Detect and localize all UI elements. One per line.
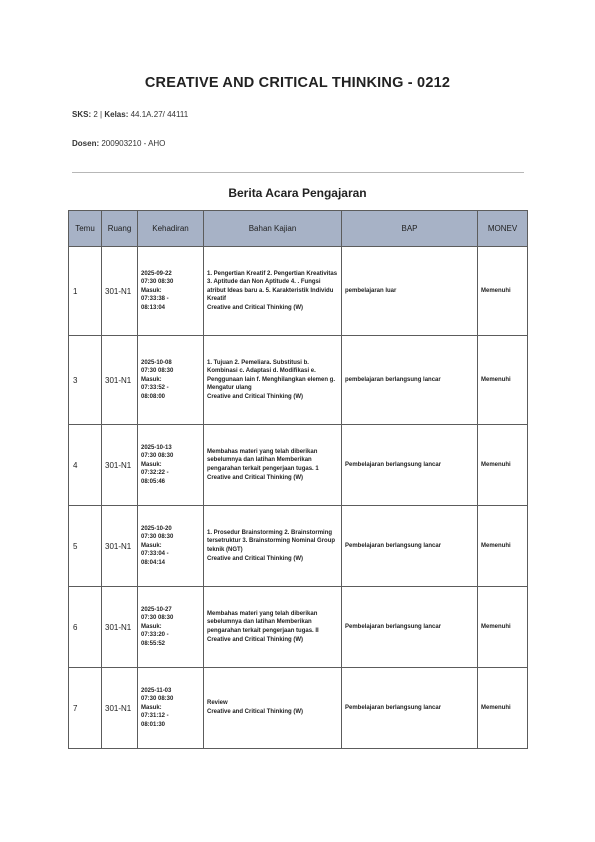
cell-monev: Memenuhi — [478, 425, 528, 506]
hadir-date: 2025-10-08 — [141, 359, 172, 366]
sks-label: SKS: — [72, 110, 92, 119]
divider — [72, 172, 524, 173]
hadir-label: Masuk: — [141, 461, 162, 468]
cell-kehadiran — [138, 336, 204, 425]
cell-monev: Memenuhi — [478, 587, 528, 668]
hadir-in: 07:33:52 - — [141, 385, 169, 392]
bahan-course: Creative and Critical Thinking (W) — [207, 709, 304, 715]
table-row — [69, 668, 528, 749]
cell-bahan-kajian — [204, 247, 342, 336]
section-title: Berita Acara Pengajaran — [228, 186, 367, 200]
bahan-topic: Membahas materi yang telah diberikan sebelumnya dan latihan Memberikan pengarahan terkait pengerjaan tugas. 1 — [207, 448, 319, 472]
table-row — [69, 587, 528, 668]
bahan-course: Creative and Critical Thinking (W) — [207, 555, 304, 562]
cell-kehadiran — [138, 506, 204, 587]
hadir-in: 07:33:38 - — [141, 296, 169, 303]
table-row — [69, 336, 528, 425]
cell-bap: Pembelajaran berlangsung lancar — [342, 587, 478, 668]
cell-bahan-kajian — [204, 425, 342, 506]
cell-temu: 5 — [69, 506, 102, 587]
table-row — [69, 506, 528, 587]
hadir-out: 08:04:14 — [141, 559, 166, 566]
cell-ruang: 301-N1 — [102, 506, 138, 587]
cell-monev: Memenuhi — [478, 506, 528, 587]
col-header-bap: BAP — [342, 211, 478, 247]
cell-monev: Memenuhi — [478, 668, 528, 749]
hadir-label: Masuk: — [141, 704, 162, 711]
col-header-ruang: Ruang — [102, 211, 138, 247]
hadir-date: 2025-09-22 — [141, 270, 172, 277]
hadir-in: 07:33:20 - — [141, 632, 169, 639]
sks-value: 2 — [93, 110, 98, 119]
hadir-schedule: 07:30 08:30 — [141, 615, 174, 622]
bahan-topic: 1. Tujuan 2. Pemeliara. Substitusi b. Kombinasi c. Adaptasi d. Modifikasi e. Penggunaan lain f. Menghilangkan elemen g. Mengatur ulang — [207, 359, 336, 392]
hadir-label: Masuk: — [141, 376, 162, 383]
cell-bap: Pembelajaran berlangsung lancar — [342, 425, 478, 506]
hadir-schedule: 07:30 08:30 — [141, 279, 174, 286]
cell-temu: 6 — [69, 587, 102, 668]
bap-table — [68, 210, 528, 749]
bahan-course: Creative and Critical Thinking (W) — [207, 636, 304, 643]
cell-bap: Pembelajaran berlangsung lancar — [342, 506, 478, 587]
course-meta — [72, 110, 188, 119]
course-title: CREATIVE AND CRITICAL THINKING - 0212 — [144, 75, 451, 91]
cell-kehadiran — [138, 425, 204, 506]
lecturer-meta — [72, 139, 165, 148]
hadir-label: Masuk: — [141, 623, 162, 630]
hadir-label: Masuk: — [141, 542, 162, 549]
hadir-label: Masuk: — [141, 287, 162, 294]
bahan-course: Creative and Critical Thinking (W) — [207, 474, 304, 481]
cell-bahan-kajian — [204, 506, 342, 587]
cell-kehadiran — [138, 247, 204, 336]
hadir-out: 08:13:04 — [141, 304, 166, 311]
hadir-date: 2025-10-27 — [141, 606, 172, 613]
cell-ruang: 301-N1 — [102, 587, 138, 668]
bahan-topic: Review — [207, 700, 228, 707]
hadir-out: 08:55:52 — [141, 640, 166, 647]
cell-ruang: 301-N1 — [102, 425, 138, 506]
hadir-in: 07:32:22 - — [141, 470, 169, 477]
cell-ruang: 301-N1 — [102, 336, 138, 425]
hadir-out: 08:08:00 — [141, 393, 166, 400]
hadir-out: 08:05:46 — [141, 478, 166, 485]
bahan-course: Creative and Critical Thinking (W) — [207, 393, 304, 400]
cell-bahan-kajian — [204, 336, 342, 425]
table-row — [69, 247, 528, 336]
table-header-row — [69, 211, 528, 247]
hadir-schedule: 07:30 08:30 — [141, 696, 174, 703]
bahan-topic: 1. Prosedur Brainstorming 2. Brainstorming tersetruktur 3. Brainstorming Nominal Group teknik (NGT) — [207, 529, 336, 553]
hadir-schedule: 07:30 08:30 — [141, 368, 174, 375]
hadir-schedule: 07:30 08:30 — [141, 453, 174, 460]
cell-bahan-kajian — [204, 668, 342, 749]
col-header-bahan-kajian: Bahan Kajian — [204, 211, 342, 247]
kelas-label: Kelas: — [104, 110, 129, 119]
col-header-kehadiran: Kehadiran — [138, 211, 204, 247]
cell-bap: pembelajaran berlangsung lancar — [342, 336, 478, 425]
cell-kehadiran — [138, 587, 204, 668]
bahan-course: Creative and Critical Thinking (W) — [207, 304, 304, 311]
cell-bap: pembelajaran luar — [342, 247, 478, 336]
cell-monev: Memenuhi — [478, 247, 528, 336]
hadir-in: 07:31:12 - — [141, 713, 169, 720]
cell-bap: Pembelajaran berlangsung lancar — [342, 668, 478, 749]
bahan-topic: 1. Pengertian Kreatif 2. Pengertian Kreativitas 3. Aptitude dan Non Aptitude 4. . Fungsi atribut Ideas baru a. 5. Karakteristik Individu Kreatif — [207, 270, 338, 303]
table-row — [69, 425, 528, 506]
cell-monev: Memenuhi — [478, 336, 528, 425]
cell-kehadiran — [138, 668, 204, 749]
hadir-date: 2025-10-20 — [141, 525, 172, 532]
dosen-label: Dosen: — [72, 139, 100, 148]
cell-ruang: 301-N1 — [102, 668, 138, 749]
meta-separator: | — [100, 110, 103, 119]
cell-ruang: 301-N1 — [102, 247, 138, 336]
bahan-topic: Membahas materi yang telah diberikan sebelumnya dan latihan Memberikan pengarahan terkait pengerjaan tugas. II — [207, 610, 319, 634]
cell-temu: 4 — [69, 425, 102, 506]
hadir-date: 2025-10-13 — [141, 444, 172, 451]
col-header-monev: MONEV — [478, 211, 528, 247]
kelas-value: 44.1A.27/ 44111 — [130, 110, 189, 119]
dosen-value: 200903210 - AHO — [101, 139, 166, 148]
cell-temu: 3 — [69, 336, 102, 425]
cell-temu: 7 — [69, 668, 102, 749]
col-header-temu: Temu — [69, 211, 102, 247]
hadir-schedule: 07:30 08:30 — [141, 534, 174, 541]
hadir-date: 2025-11-03 — [141, 687, 172, 694]
hadir-in: 07:33:04 - — [141, 551, 169, 558]
hadir-out: 08:01:30 — [141, 721, 166, 728]
cell-bahan-kajian — [204, 587, 342, 668]
cell-temu: 1 — [69, 247, 102, 336]
